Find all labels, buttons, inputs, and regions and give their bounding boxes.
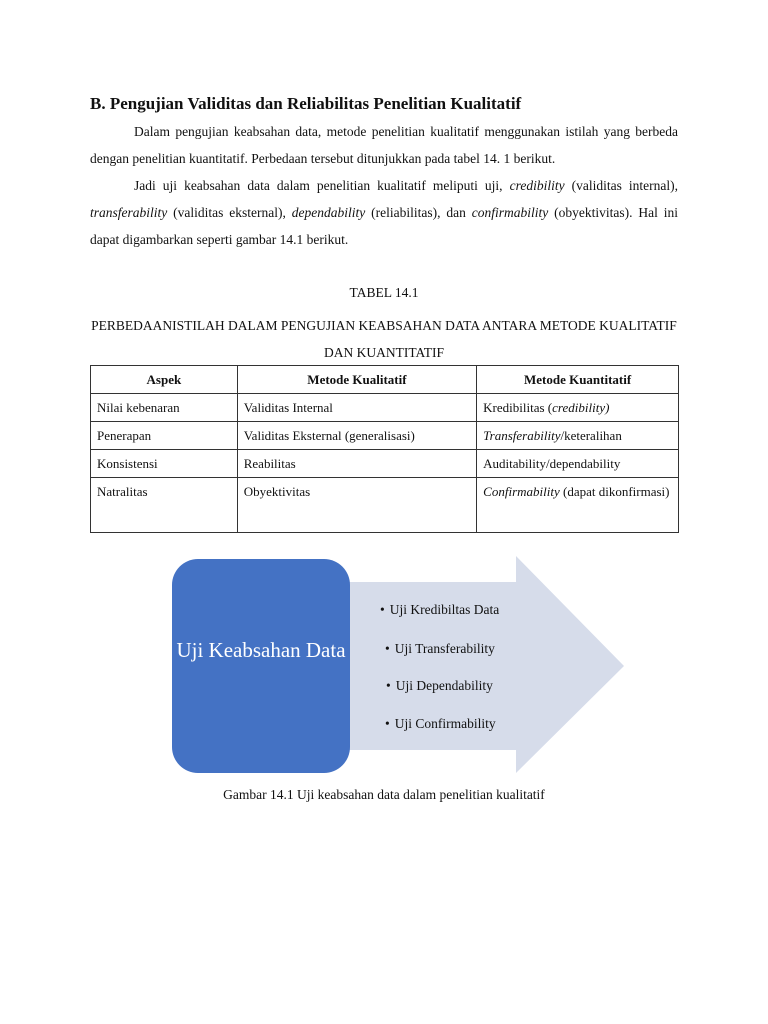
cell-term: credibility) xyxy=(552,400,610,415)
table-row xyxy=(91,450,679,478)
cell-term: Confirmability xyxy=(483,484,560,499)
item-label: Uji Transferability xyxy=(394,641,495,656)
cell-kualitatif: Validitas Eksternal (generalisasi) xyxy=(237,422,476,450)
cell-kuantitatif xyxy=(477,450,679,478)
list-item xyxy=(385,641,495,657)
bullet-icon: • xyxy=(385,716,390,731)
paragraph-2-text: (validitas eksternal), xyxy=(167,205,292,220)
table-row xyxy=(91,394,679,422)
cell-text: Auditability/dependability xyxy=(483,456,621,471)
table-header-row xyxy=(91,366,679,394)
table-row xyxy=(91,422,679,450)
paragraph-2 xyxy=(90,172,678,253)
cell-kuantitatif xyxy=(477,422,679,450)
list-item xyxy=(385,716,496,732)
paragraph-1-text: Dalam pengujian keabsahan data, metode penelitian kualitatif menggunakan istilah yang berbeda dengan penelitian kuantitatif. Perbedaan tersebut ditunjukkan pada tabel 14. 1 berikut. xyxy=(90,124,678,166)
paragraph-1 xyxy=(90,118,678,172)
cell-kuantitatif xyxy=(477,478,679,533)
cell-kuantitatif xyxy=(477,394,679,422)
box-shape xyxy=(172,559,350,773)
cell-text: (dapat dikonfirmasi) xyxy=(559,484,670,499)
paragraph-2-text: (obyektivitas). Hal ini dapat digambarkan seperti gambar 14.1 berikut. xyxy=(90,205,678,247)
item-label: Uji Kredibiltas Data xyxy=(389,602,500,617)
cell-aspek: Konsistensi xyxy=(91,450,238,478)
table-row xyxy=(91,478,679,533)
cell-kualitatif: Reabilitas xyxy=(237,450,476,478)
table-label: TABEL 14.1 xyxy=(349,285,419,300)
item-label: Uji Confirmability xyxy=(394,716,496,731)
list-item xyxy=(386,678,493,694)
paragraph-2-text: Jadi uji keabsahan data dalam penelitian kualitatif meliputi uji, xyxy=(134,178,510,193)
bullet-icon: • xyxy=(380,602,385,617)
header-kuantitatif: Metode Kuantitatif xyxy=(477,366,679,394)
cell-term: Transferability xyxy=(483,428,561,443)
term-transferability: transferability xyxy=(90,205,168,220)
header-kualitatif: Metode Kualitatif xyxy=(237,366,476,394)
paragraph-2-text: (validitas internal), xyxy=(564,178,678,193)
item-label: Uji Dependability xyxy=(395,678,493,693)
header-aspek: Aspek xyxy=(91,366,238,394)
cell-aspek: Nilai kebenaran xyxy=(91,394,238,422)
figure-diagram xyxy=(172,556,628,776)
term-credibility: credibility xyxy=(509,178,565,193)
cell-aspek: Penerapan xyxy=(91,422,238,450)
arrow-shape xyxy=(322,556,624,773)
diagram-graphic xyxy=(172,556,628,776)
diagram-box-label: Uji Keabsahan Data xyxy=(176,638,346,662)
bullet-icon: • xyxy=(385,641,390,656)
comparison-table xyxy=(90,365,679,533)
cell-aspek: Natralitas xyxy=(91,478,238,533)
cell-kualitatif: Obyektivitas xyxy=(237,478,476,533)
cell-text: Kredibilitas ( xyxy=(483,400,553,415)
term-confirmability: confirmability xyxy=(471,205,549,220)
figure-caption: Gambar 14.1 Uji keabsahan data dalam penelitian kualitatif xyxy=(223,787,545,802)
table-title: PERBEDAANISTILAH DALAM PENGUJIAN KEABSAHAN DATA ANTARA METODE KUALITATIF DAN KUANTITATIF xyxy=(91,318,677,360)
bullet-icon: • xyxy=(386,678,391,693)
list-item xyxy=(380,602,499,618)
paragraph-2-text: (reliabilitas), dan xyxy=(365,205,472,220)
cell-kualitatif: Validitas Internal xyxy=(237,394,476,422)
section-heading: B. Pengujian Validitas dan Reliabilitas Penelitian Kualitatif xyxy=(90,94,522,113)
cell-text: /keteralihan xyxy=(560,428,622,443)
term-dependability: dependability xyxy=(291,205,366,220)
